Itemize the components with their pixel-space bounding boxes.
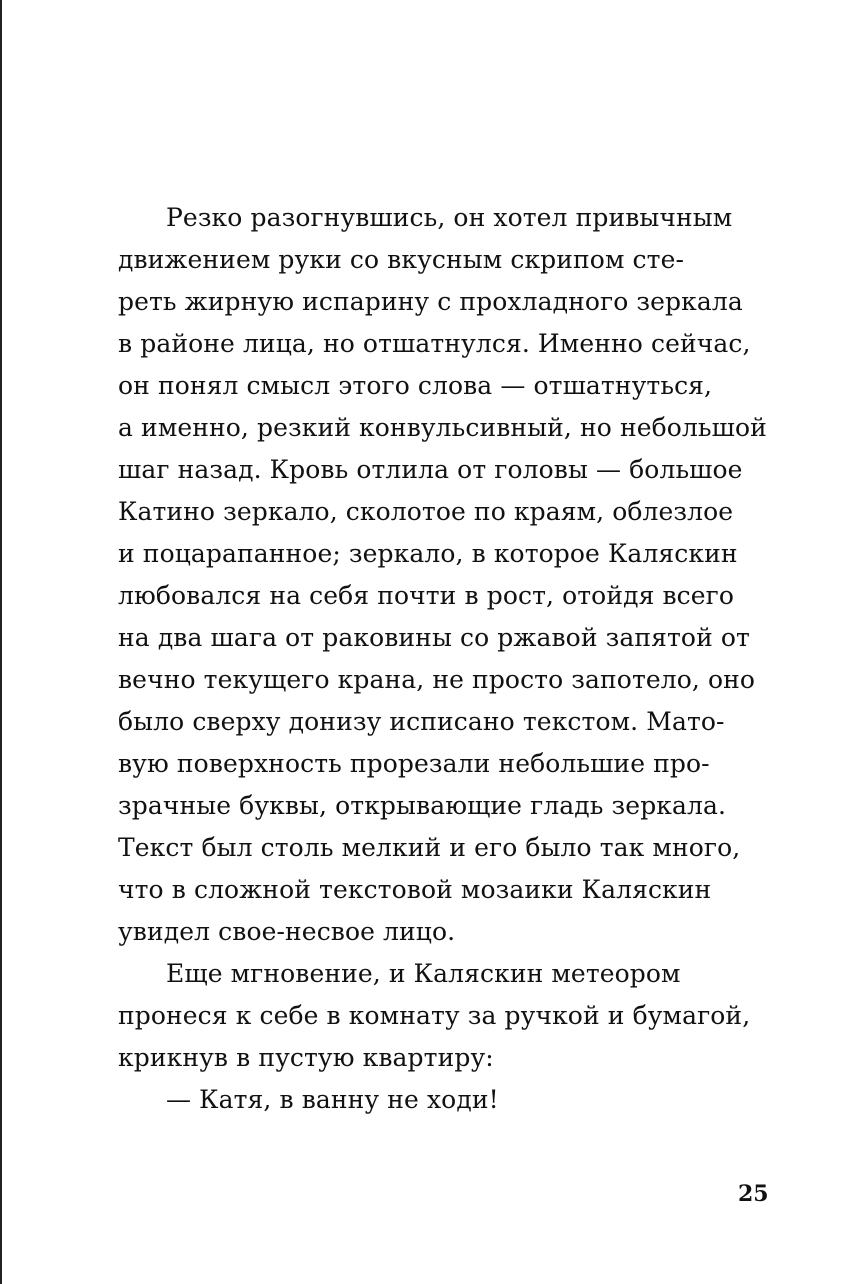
text-line: на два шага от раковины со ржавой запятой от bbox=[118, 623, 750, 652]
text-line: и поцарапанное; зеркало, в которое Каляскин bbox=[118, 539, 738, 568]
text-line: шаг назад. Кровь отлила от головы — большое bbox=[118, 455, 743, 484]
page-edge-line bbox=[0, 0, 2, 1284]
text-line: движением руки со вкусным скрипом сте- bbox=[118, 245, 685, 274]
text-line: он понял смысл этого слова — отшатнуться, bbox=[118, 371, 713, 400]
text-line: вую поверхность прорезали небольшие про- bbox=[118, 749, 710, 778]
text-line: Текст был столь мелкий и его было так много, bbox=[118, 833, 741, 862]
body-text bbox=[118, 197, 778, 1121]
text-line: пронеся к себе в комнату за ручкой и бумагой, bbox=[118, 1001, 751, 1030]
text-line: крикнув в пустую квартиру: bbox=[118, 1043, 494, 1072]
text-line: что в сложной текстовой мозаики Каляскин bbox=[118, 875, 712, 904]
text-line: реть жирную испарину с прохладного зеркала bbox=[118, 287, 743, 316]
text-line: любовался на себя почти в рост, отойдя всего bbox=[118, 581, 735, 610]
text-line: вечно текущего крана, не просто запотело, оно bbox=[118, 665, 756, 694]
text-line: увидел свое-несвое лицо. bbox=[118, 917, 456, 946]
page-number: 25 bbox=[738, 1181, 769, 1207]
text-line: в районе лица, но отшатнулся. Именно сейчас, bbox=[118, 329, 751, 358]
text-line: было сверху донизу исписано текстом. Мато- bbox=[118, 707, 725, 736]
dialogue-line: — Катя, в ванну не ходи! bbox=[166, 1085, 499, 1114]
text-line: зрачные буквы, открывающие гладь зеркала. bbox=[118, 791, 727, 820]
text-line: Резко разогнувшись, он хотел привычным bbox=[166, 203, 733, 232]
text-line: Катино зеркало, сколотое по краям, облезлое bbox=[118, 497, 734, 526]
text-line: а именно, резкий конвульсивный, но небольшой bbox=[118, 413, 767, 442]
text-line: Еще мгновение, и Каляскин метеором bbox=[166, 959, 681, 988]
